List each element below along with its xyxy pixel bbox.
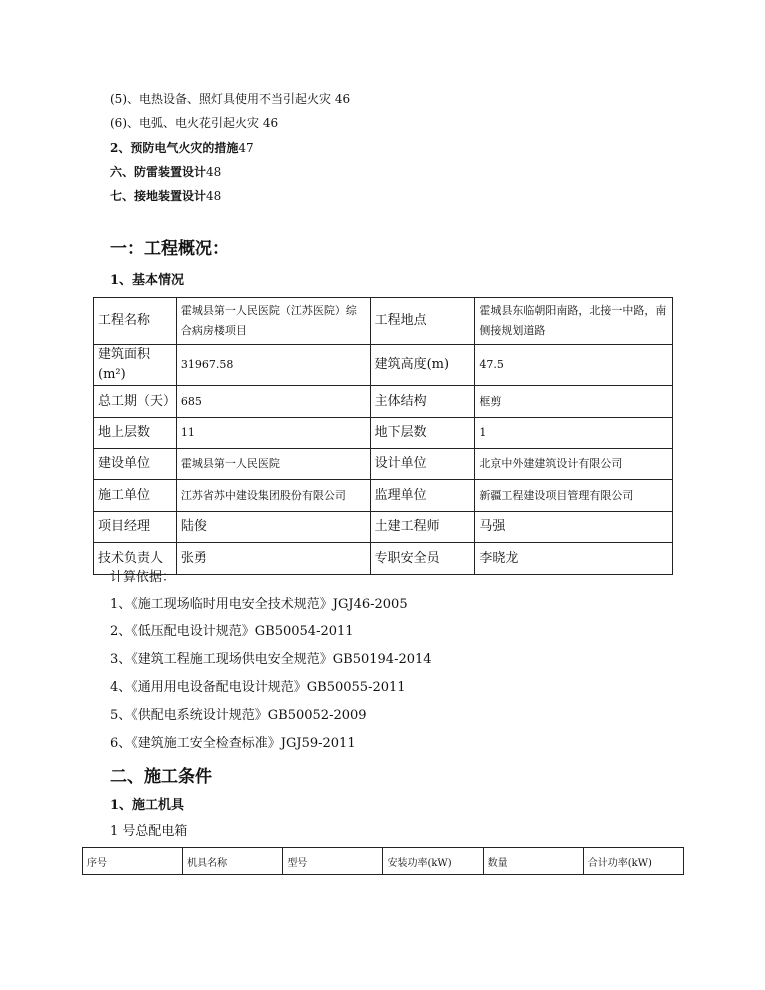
table-row (94, 512, 673, 543)
field-value: 张勇 (176, 543, 370, 575)
field-label: 地下层数 (370, 418, 475, 449)
column-header: 数量 (483, 848, 583, 875)
toc-page: 47 (238, 141, 254, 155)
field-value: 陆俊 (176, 512, 370, 543)
field-value: 框剪 (475, 386, 673, 418)
distribution-box-label: 1 号总配电箱 (110, 824, 188, 839)
field-label: 设计单位 (370, 449, 475, 480)
column-header: 机具名称 (183, 848, 283, 875)
column-header: 序号 (83, 848, 183, 875)
basis-title: 计算依据： (110, 570, 176, 585)
field-label: 建筑面积(m²) (94, 345, 177, 386)
field-label: 土建工程师 (370, 512, 475, 543)
basis-item: 1、《施工现场临时用电安全技术规范》JGJ46-2005 (110, 597, 408, 612)
field-label: 技术负责人 (94, 543, 177, 575)
field-label: 建筑高度(m) (370, 345, 475, 386)
subsection-heading: 1、施工机具 (110, 798, 185, 813)
field-label: 施工单位 (94, 480, 177, 512)
column-header: 合计功率(kW) (583, 848, 683, 875)
section-heading: 一：工程概况： (110, 239, 229, 259)
column-header: 型号 (283, 848, 383, 875)
field-value: 霍城县东临朝阳南路，北接一中路，南侧接规划道路 (475, 298, 673, 345)
table-row (94, 480, 673, 512)
field-value: 47.5 (475, 345, 673, 386)
table-row (94, 543, 673, 575)
field-label: 项目经理 (94, 512, 177, 543)
field-label: 建设单位 (94, 449, 177, 480)
toc-label: 七、接地装置设计 (110, 189, 207, 203)
field-value: 11 (176, 418, 370, 449)
field-value: 江苏省苏中建设集团股份有限公司 (176, 480, 370, 512)
field-value: 马强 (475, 512, 673, 543)
project-info-table (93, 297, 673, 575)
field-label: 工程名称 (94, 298, 177, 345)
table-row (94, 449, 673, 480)
field-value: 北京中外建建筑设计有限公司 (475, 449, 673, 480)
table-row (94, 418, 673, 449)
field-value: 新疆工程建设项目管理有限公司 (475, 480, 673, 512)
field-label: 地上层数 (94, 418, 177, 449)
basis-item: 5、《供配电系统设计规范》GB50052-2009 (110, 708, 367, 723)
toc-label: 2、预防电气火灾的措施 (110, 141, 239, 155)
field-label: 主体结构 (370, 386, 475, 418)
section-heading: 二、施工条件 (110, 767, 212, 787)
field-value: 李晓龙 (475, 543, 673, 575)
field-label: 监理单位 (370, 480, 475, 512)
field-value: 31967.58 (176, 345, 370, 386)
subsection-heading: 1、基本情况 (110, 273, 185, 288)
table-header-row (83, 848, 684, 875)
toc-item: (6)、电弧、电火花引起火灾 46 (110, 116, 279, 130)
toc-label: 六、防雷装置设计 (110, 165, 207, 179)
table-row (94, 298, 673, 345)
field-label: 工程地点 (370, 298, 475, 345)
field-value: 霍城县第一人民医院（江苏医院）综合病房楼项目 (176, 298, 370, 345)
toc-item (110, 187, 221, 204)
basis-item: 6、《建筑施工安全检查标准》JGJ59-2011 (110, 736, 356, 751)
toc-item (110, 163, 221, 180)
basis-item: 4、《通用用电设备配电设计规范》GB50055-2011 (110, 680, 406, 695)
field-label: 专职安全员 (370, 543, 475, 575)
toc-page: 48 (206, 165, 222, 179)
table-row (94, 345, 673, 386)
basis-item: 2、《低压配电设计规范》GB50054-2011 (110, 624, 354, 639)
toc-item: (5)、电热设备、照灯具使用不当引起火灾 46 (110, 92, 351, 106)
field-value: 685 (176, 386, 370, 418)
field-label: 总工期（天） (94, 386, 177, 418)
equipment-table (82, 847, 684, 875)
toc-item (110, 139, 254, 156)
field-value: 霍城县第一人民医院 (176, 449, 370, 480)
toc-page: 48 (206, 189, 222, 203)
basis-item: 3、《建筑工程施工现场供电安全规范》GB50194-2014 (110, 652, 432, 667)
column-header: 安装功率(kW) (383, 848, 483, 875)
table-row (94, 386, 673, 418)
field-value: 1 (475, 418, 673, 449)
